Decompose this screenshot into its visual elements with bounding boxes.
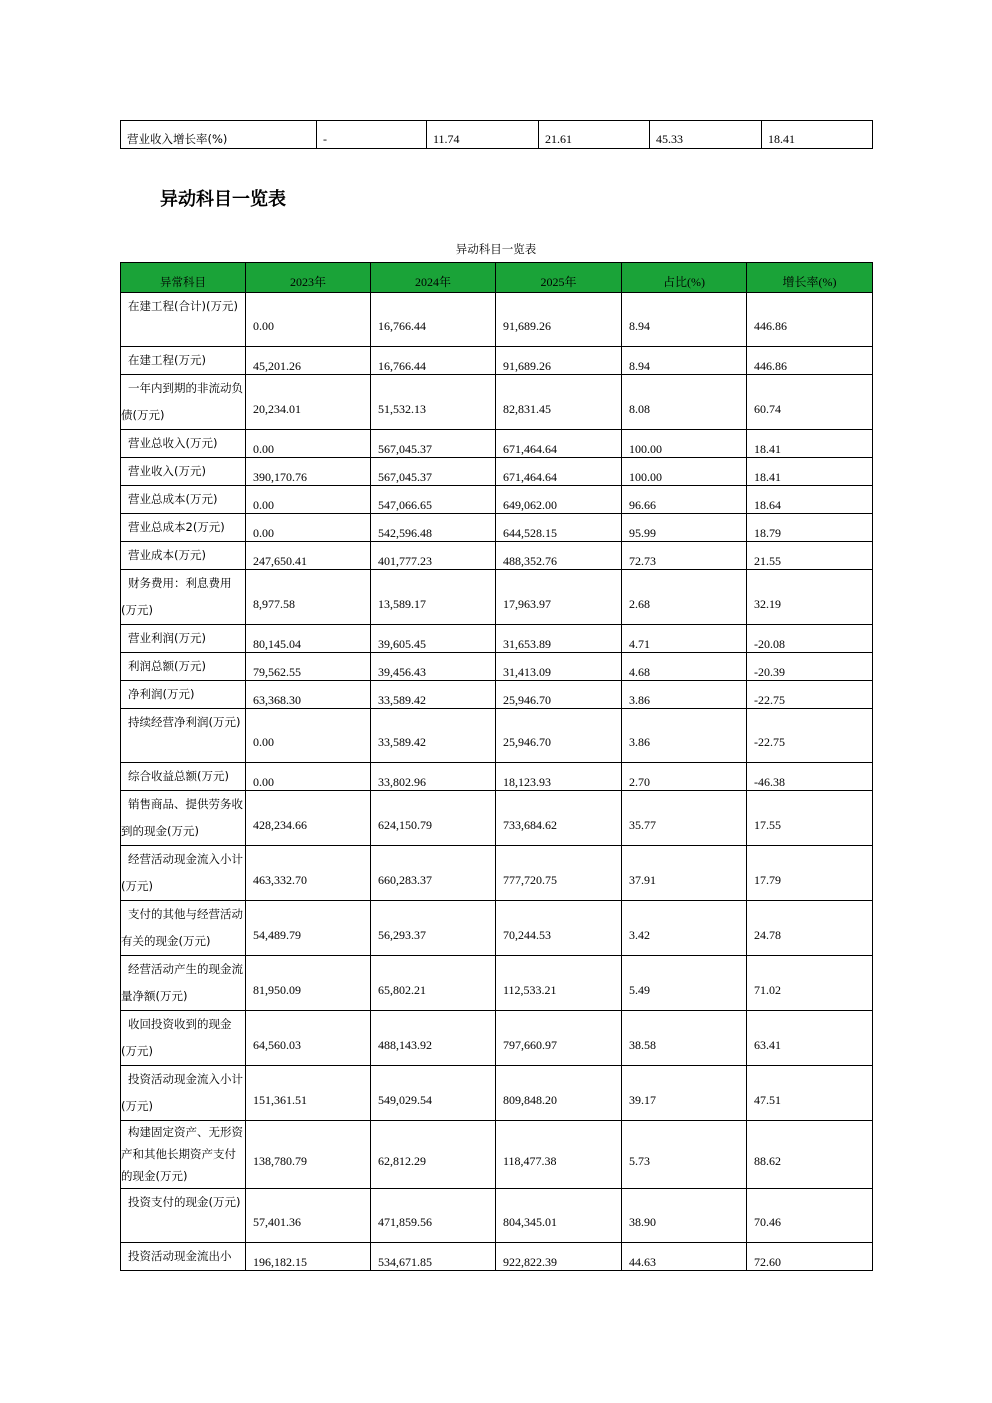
row-item-label: 投资活动现金流入小计(万元) [121,1072,243,1113]
value-cell: 35.77 [622,791,747,846]
value-cell: 8.94 [622,347,747,375]
table-row [121,1121,873,1189]
value-cell: 95.99 [622,514,747,542]
value-cell: 471,859.56 [371,1189,496,1243]
row-item-label: 收回投资收到的现金(万元) [121,1017,232,1058]
value-cell: 17.55 [747,791,873,846]
value-cell: 8.08 [622,375,747,430]
table-row [121,956,873,1011]
value-cell: 31,653.89 [496,625,622,653]
row-item-name [121,625,246,653]
value-cell: 38.58 [622,1011,747,1066]
row-item-name [121,486,246,514]
row-item-label: 投资支付的现金(万元) [128,1195,241,1209]
row-item-name [121,1011,246,1066]
row-item-label: 支付的其他与经营活动有关的现金(万元) [121,907,243,948]
value-cell: 11.74 [427,121,539,149]
value-cell: 809,848.20 [496,1066,622,1121]
value-cell: 45,201.26 [246,347,371,375]
section-heading: 异动科目一览表 [160,189,286,210]
value-cell: 32.19 [747,570,873,625]
row-item-name [121,1121,246,1189]
value-cell: 5.73 [622,1121,747,1189]
value-cell: 64,560.03 [246,1011,371,1066]
value-cell: 0.00 [246,709,371,763]
value-cell: 21.55 [747,542,873,570]
value-cell: 649,062.00 [496,486,622,514]
value-cell: 0.00 [246,430,371,458]
value-cell: 18.41 [762,121,873,149]
value-cell: 72.73 [622,542,747,570]
value-cell: 100.00 [622,458,747,486]
value-cell: 804,345.01 [496,1189,622,1243]
row-item-name [121,1243,246,1271]
value-cell: 4.71 [622,625,747,653]
value-cell: 80,145.04 [246,625,371,653]
value-cell: 37.91 [622,846,747,901]
value-cell: 18.64 [747,486,873,514]
row-item-label: 营业总成本2(万元) [128,520,225,534]
table-row [121,763,873,791]
value-cell: 24.78 [747,901,873,956]
header-share: 占比(%) [622,263,747,293]
value-cell: -20.39 [747,653,873,681]
value-cell: 18.41 [747,430,873,458]
row-item-name [121,1189,246,1243]
value-cell: 63,368.30 [246,681,371,709]
value-cell: 0.00 [246,514,371,542]
row-item-label: 营业总成本(万元) [128,492,218,506]
row-item-label: 营业总收入(万元) [128,436,218,450]
value-cell: 57,401.36 [246,1189,371,1243]
growth-rate-table [120,120,873,149]
value-cell: 112,533.21 [496,956,622,1011]
value-cell: 18.79 [747,514,873,542]
table-row [121,1243,873,1271]
table-row [121,375,873,430]
value-cell: 488,352.76 [496,542,622,570]
value-cell: 38.90 [622,1189,747,1243]
table-row [121,347,873,375]
value-cell: 797,660.97 [496,1011,622,1066]
value-cell: 21.61 [539,121,650,149]
value-cell: 549,029.54 [371,1066,496,1121]
value-cell: 567,045.37 [371,458,496,486]
value-cell: 390,170.76 [246,458,371,486]
row-item-label: 营业成本(万元) [128,548,206,562]
value-cell: 488,143.92 [371,1011,496,1066]
value-cell: 62,812.29 [371,1121,496,1189]
value-cell: 671,464.64 [496,430,622,458]
row-item-label: 经营活动产生的现金流量净额(万元) [121,962,243,1003]
row-item-name [121,514,246,542]
row-item-name [121,375,246,430]
table-body [121,293,873,1271]
value-cell: -22.75 [747,681,873,709]
table-row [121,293,873,347]
value-cell: 542,596.48 [371,514,496,542]
value-cell: 60.74 [747,375,873,430]
value-cell: 65,802.21 [371,956,496,1011]
value-cell: 0.00 [246,486,371,514]
value-cell: 428,234.66 [246,791,371,846]
table-row [121,1066,873,1121]
row-item-name [121,347,246,375]
value-cell: 0.00 [246,293,371,347]
table-row [121,570,873,625]
value-cell: 567,045.37 [371,430,496,458]
value-cell: 31,413.09 [496,653,622,681]
table-row [121,791,873,846]
value-cell: 534,671.85 [371,1243,496,1271]
value-cell: 16,766.44 [371,293,496,347]
value-cell: 33,589.42 [371,681,496,709]
value-cell: 33,589.42 [371,709,496,763]
row-item-label: 投资活动现金流出小 [128,1249,232,1263]
row-label: 营业收入增长率(%) [121,121,317,149]
value-cell: 39,456.43 [371,653,496,681]
row-item-label: 利润总额(万元) [128,659,206,673]
value-cell: 733,684.62 [496,791,622,846]
row-item-name [121,293,246,347]
value-cell: 20,234.01 [246,375,371,430]
header-growth: 增长率(%) [747,263,873,293]
value-cell: 3.86 [622,681,747,709]
table-row [121,486,873,514]
row-item-label: 销售商品、提供劳务收到的现金(万元) [121,797,243,838]
value-cell: 3.86 [622,709,747,763]
row-item-name [121,956,246,1011]
value-cell: 8,977.58 [246,570,371,625]
value-cell: 17.79 [747,846,873,901]
value-cell: 56,293.37 [371,901,496,956]
row-item-label: 财务费用：利息费用(万元) [121,576,232,617]
value-cell: 72.60 [747,1243,873,1271]
row-item-label: 营业利润(万元) [128,631,206,645]
table-row [121,625,873,653]
value-cell: 13,589.17 [371,570,496,625]
table-row [121,901,873,956]
value-cell: 196,182.15 [246,1243,371,1271]
revenue-growth-row [121,121,873,149]
value-cell: 47.51 [747,1066,873,1121]
table-row [121,458,873,486]
value-cell: 151,361.51 [246,1066,371,1121]
table-row [121,542,873,570]
row-item-name [121,709,246,763]
value-cell: 16,766.44 [371,347,496,375]
table-row [121,709,873,763]
table-header-row [121,263,873,293]
row-item-name [121,846,246,901]
header-2025: 2025年 [496,263,622,293]
table-row [121,1011,873,1066]
value-cell: 91,689.26 [496,293,622,347]
value-cell: 547,066.65 [371,486,496,514]
value-cell: 70.46 [747,1189,873,1243]
value-cell: 88.62 [747,1121,873,1189]
value-cell: 96.66 [622,486,747,514]
value-cell: 247,650.41 [246,542,371,570]
value-cell: 624,150.79 [371,791,496,846]
value-cell: 671,464.64 [496,458,622,486]
table-row [121,653,873,681]
row-item-name [121,1066,246,1121]
row-item-label: 净利润(万元) [128,687,195,701]
row-item-name [121,791,246,846]
abnormal-items-table [120,262,873,1271]
value-cell: -46.38 [747,763,873,791]
value-cell: 8.94 [622,293,747,347]
row-item-name [121,458,246,486]
value-cell: 777,720.75 [496,846,622,901]
row-item-label: 营业收入(万元) [128,464,206,478]
value-cell: 446.86 [747,347,873,375]
table-row [121,430,873,458]
row-item-name [121,542,246,570]
value-cell: 54,489.79 [246,901,371,956]
value-cell: 2.70 [622,763,747,791]
value-cell: 82,831.45 [496,375,622,430]
value-cell: 44.63 [622,1243,747,1271]
value-cell: 644,528.15 [496,514,622,542]
value-cell: 660,283.37 [371,846,496,901]
row-item-label: 一年内到期的非流动负债(万元) [121,381,243,422]
value-cell: 39.17 [622,1066,747,1121]
value-cell: 18,123.93 [496,763,622,791]
row-item-label: 综合收益总额(万元) [128,769,229,783]
table-row [121,681,873,709]
value-cell: -20.08 [747,625,873,653]
value-cell: 17,963.97 [496,570,622,625]
row-item-name [121,430,246,458]
row-item-name [121,570,246,625]
value-cell: 100.00 [622,430,747,458]
value-cell: 71.02 [747,956,873,1011]
value-cell: 79,562.55 [246,653,371,681]
value-cell: 922,822.39 [496,1243,622,1271]
value-cell: 5.49 [622,956,747,1011]
value-cell: 25,946.70 [496,709,622,763]
row-item-label: 构建固定资产、无形资产和其他长期资产支付的现金(万元) [121,1125,243,1183]
value-cell: 0.00 [246,763,371,791]
value-cell: 446.86 [747,293,873,347]
row-item-name [121,653,246,681]
value-cell: 4.68 [622,653,747,681]
row-item-name [121,763,246,791]
value-cell: 463,332.70 [246,846,371,901]
table-row [121,1189,873,1243]
value-cell: 39,605.45 [371,625,496,653]
value-cell: 18.41 [747,458,873,486]
value-cell: - [317,121,427,149]
row-item-name [121,901,246,956]
value-cell: 33,802.96 [371,763,496,791]
row-item-label: 在建工程(合计)(万元) [128,299,238,313]
header-2023: 2023年 [246,263,371,293]
value-cell: -22.75 [747,709,873,763]
header-item: 异常科目 [121,263,246,293]
table-row [121,514,873,542]
value-cell: 25,946.70 [496,681,622,709]
value-cell: 2.68 [622,570,747,625]
row-item-label: 持续经营净利润(万元) [128,715,241,729]
header-2024: 2024年 [371,263,496,293]
row-item-name [121,681,246,709]
table-row [121,846,873,901]
value-cell: 91,689.26 [496,347,622,375]
value-cell: 70,244.53 [496,901,622,956]
value-cell: 63.41 [747,1011,873,1066]
value-cell: 81,950.09 [246,956,371,1011]
value-cell: 45.33 [650,121,762,149]
value-cell: 51,532.13 [371,375,496,430]
value-cell: 3.42 [622,901,747,956]
value-cell: 118,477.38 [496,1121,622,1189]
value-cell: 138,780.79 [246,1121,371,1189]
row-item-label: 在建工程(万元) [128,353,206,367]
row-item-label: 经营活动现金流入小计(万元) [121,852,243,893]
table-caption: 异动科目一览表 [455,242,537,256]
value-cell: 401,777.23 [371,542,496,570]
